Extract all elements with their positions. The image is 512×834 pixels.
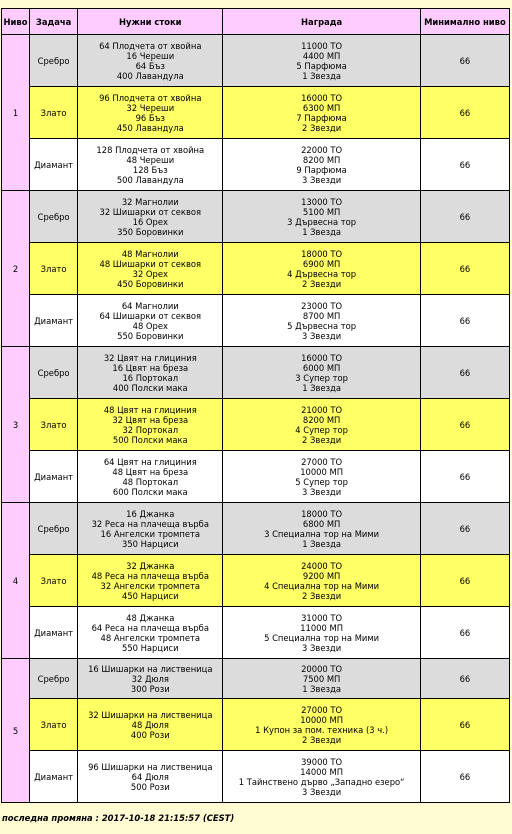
task-cell: Злато (30, 555, 78, 607)
reward-line: 10000 МП (300, 714, 344, 725)
goods-line: 32 Ангелски тромпета (100, 580, 201, 591)
reward-line: 3 Звезди (302, 486, 342, 497)
goods-line: 32 Джанка (126, 560, 175, 571)
reward-line: 4 Специална тор на Мими (264, 580, 380, 591)
reward-line: 5100 МП (302, 206, 341, 217)
table-row (2, 451, 510, 503)
reward-cell (223, 503, 420, 555)
min-level-cell: 66 (420, 35, 509, 87)
header-goods: Нужни стоки (78, 9, 223, 35)
table-row (2, 699, 510, 751)
goods-line: 48 Череши (126, 154, 175, 165)
goods-line: 16 Ангелски тромпета (100, 528, 201, 539)
reward-line: 27000 ТО (301, 704, 343, 715)
table-row (2, 659, 510, 699)
min-level-cell: 66 (420, 399, 509, 451)
goods-line: 400 Рози (130, 729, 170, 740)
goods-line: 32 Череши (126, 102, 175, 113)
table-row (2, 607, 510, 659)
reward-line: 8200 МП (302, 154, 341, 165)
reward-cell (223, 659, 420, 699)
min-level-cell: 66 (420, 139, 509, 191)
reward-line: 5 Супер тор (295, 476, 348, 487)
goods-line: 550 Нарциси (121, 642, 179, 653)
goods-line: 128 Плодчета от хвойна (96, 144, 205, 155)
goods-line: 48 Орех (132, 320, 168, 331)
min-level-cell: 66 (420, 699, 509, 751)
reward-line: 16000 ТО (301, 92, 343, 103)
reward-line: 18000 ТО (301, 248, 343, 259)
goods-line: 48 Джанка (126, 612, 175, 623)
reward-line: 2 Звезди (302, 434, 342, 445)
goods-cell (78, 295, 223, 347)
header-task: Задача (30, 9, 78, 35)
goods-line: 32 Шишарки от секвоя (99, 206, 202, 217)
goods-line: 48 Цвят на глициния (103, 404, 197, 415)
goods-line: 48 Шишарки от секвоя (99, 258, 202, 269)
reward-line: 6000 МП (302, 362, 341, 373)
reward-line: 20000 ТО (301, 663, 343, 674)
reward-line: 13000 ТО (301, 196, 343, 207)
goods-line: 400 Лавандула (116, 70, 184, 81)
goods-line: 500 Рози (130, 781, 170, 792)
reward-cell (223, 555, 420, 607)
task-cell: Диамант (30, 295, 78, 347)
reward-line: 2 Звезди (302, 122, 342, 133)
goods-line: 64 Шишарки от секвоя (99, 310, 202, 321)
table-row (2, 191, 510, 243)
reward-cell (223, 243, 420, 295)
reward-line: 3 Супер тор (295, 372, 348, 383)
reward-line: 6900 МП (302, 258, 341, 269)
goods-line: 400 Полски мака (112, 382, 188, 393)
task-cell: Злато (30, 87, 78, 139)
goods-line: 16 Шишарки на лиственица (88, 663, 213, 674)
goods-line: 450 Лавандула (116, 122, 184, 133)
table-row (2, 243, 510, 295)
goods-line: 32 Шишарки на лиственица (88, 709, 213, 720)
header-min-level: Минимално ниво (420, 9, 509, 35)
goods-line: 16 Череши (126, 50, 175, 61)
min-level-cell: 66 (420, 347, 509, 399)
reward-cell (223, 451, 420, 503)
reward-cell (223, 191, 420, 243)
goods-line: 96 Плодчета от хвойна (99, 92, 202, 103)
task-cell: Сребро (30, 347, 78, 399)
min-level-cell: 66 (420, 451, 509, 503)
goods-line: 350 Нарциси (121, 538, 179, 549)
reward-line: 7500 МП (302, 673, 341, 684)
task-cell: Диамант (30, 139, 78, 191)
reward-line: 31000 ТО (301, 612, 343, 623)
min-level-cell: 66 (420, 243, 509, 295)
goods-line: 32 Орех (132, 268, 168, 279)
header-reward: Награда (223, 9, 420, 35)
reward-line: 4400 МП (302, 50, 341, 61)
min-level-cell: 66 (420, 191, 509, 243)
reward-line: 18000 ТО (301, 508, 343, 519)
reward-line: 5 Дървесна тор (287, 320, 357, 331)
reward-line: 1 Звезда (302, 382, 342, 393)
reward-line: 11000 МП (300, 622, 344, 633)
goods-line: 32 Магнолии (121, 196, 179, 207)
goods-cell (78, 607, 223, 659)
goods-line: 350 Боровинки (117, 226, 184, 237)
header-row (2, 9, 510, 35)
task-cell: Злато (30, 399, 78, 451)
goods-line: 64 Плодчета от хвойна (99, 40, 202, 51)
goods-line: 48 Ангелски тромпета (100, 632, 201, 643)
min-level-cell: 66 (420, 503, 509, 555)
goods-cell (78, 659, 223, 699)
goods-line: 48 Магнолии (121, 248, 179, 259)
reward-line: 8200 МП (302, 414, 341, 425)
table-row (2, 347, 510, 399)
task-cell: Злато (30, 699, 78, 751)
reward-cell (223, 295, 420, 347)
reward-line: 39000 ТО (301, 756, 343, 767)
reward-line: 10000 МП (300, 466, 344, 477)
goods-line: 16 Портокал (122, 372, 179, 383)
goods-line: 16 Цвят на бреза (112, 362, 189, 373)
goods-cell (78, 751, 223, 803)
reward-line: 9200 МП (302, 570, 341, 581)
table-row (2, 503, 510, 555)
reward-line: 6800 МП (302, 518, 341, 529)
table-row (2, 35, 510, 87)
goods-cell (78, 555, 223, 607)
goods-cell (78, 139, 223, 191)
reward-line: 1 Тайнствено дърво „Западно езеро“ (238, 776, 405, 787)
reward-line: 1 Звезда (302, 683, 342, 694)
goods-line: 16 Орех (132, 216, 168, 227)
goods-line: 64 Реса на плачеща върба (91, 622, 209, 633)
header-level: Ниво (2, 9, 30, 35)
goods-cell (78, 503, 223, 555)
reward-line: 21000 ТО (301, 404, 343, 415)
goods-cell (78, 451, 223, 503)
min-level-cell: 66 (420, 751, 509, 803)
reward-cell (223, 607, 420, 659)
goods-line: 32 Цвят на бреза (112, 414, 189, 425)
goods-line: 450 Нарциси (121, 590, 179, 601)
last-modified: последна промяна : 2017-10-18 21:15:57 (CEST) (2, 813, 235, 823)
goods-cell (78, 699, 223, 751)
reward-line: 9 Парфюма (296, 164, 347, 175)
table-row (2, 751, 510, 803)
task-cell: Сребро (30, 659, 78, 699)
reward-cell (223, 35, 420, 87)
goods-line: 600 Полски мака (112, 486, 188, 497)
goods-line: 64 Дюля (131, 771, 169, 782)
task-cell: Диамант (30, 751, 78, 803)
reward-line: 14000 МП (300, 766, 344, 777)
goods-line: 48 Реса на плачеща върба (91, 570, 209, 581)
table-row (2, 399, 510, 451)
goods-line: 64 Бъз (135, 60, 165, 71)
reward-line: 3 Звезди (302, 642, 342, 653)
reward-line: 2 Звезди (302, 734, 342, 745)
reward-line: 7 Парфюма (296, 112, 347, 123)
reward-line: 3 Звезди (302, 330, 342, 341)
table-row (2, 295, 510, 347)
table-row (2, 87, 510, 139)
reward-line: 23000 ТО (301, 300, 343, 311)
level-cell: 4 (2, 503, 30, 659)
goods-cell (78, 243, 223, 295)
goods-line: 450 Боровинки (117, 278, 184, 289)
table-row (2, 139, 510, 191)
goods-line: 500 Лавандула (116, 174, 184, 185)
reward-line: 3 Специална тор на Мими (264, 528, 380, 539)
reward-line: 22000 ТО (301, 144, 343, 155)
min-level-cell: 66 (420, 659, 509, 699)
task-cell: Диамант (30, 451, 78, 503)
task-cell: Злато (30, 243, 78, 295)
goods-line: 48 Дюля (131, 719, 169, 730)
goods-line: 96 Бъз (135, 112, 165, 123)
min-level-cell: 66 (420, 607, 509, 659)
reward-line: 2 Звезди (302, 590, 342, 601)
task-cell: Сребро (30, 191, 78, 243)
level-cell: 5 (2, 659, 30, 803)
goods-line: 500 Полски мака (112, 434, 188, 445)
reward-line: 24000 ТО (301, 560, 343, 571)
reward-line: 6300 МП (302, 102, 341, 113)
level-cell: 2 (2, 191, 30, 347)
reward-cell (223, 139, 420, 191)
goods-line: 64 Магнолии (121, 300, 179, 311)
goods-line: 32 Дюля (131, 673, 169, 684)
goods-line: 32 Реса на плачеща върба (91, 518, 209, 529)
reward-line: 1 Звезда (302, 226, 342, 237)
goods-cell (78, 347, 223, 399)
goods-line: 32 Цвят на глициния (103, 352, 197, 363)
reward-cell (223, 87, 420, 139)
reward-line: 1 Купон за пом. техника (3 ч.) (255, 724, 389, 735)
reward-line: 2 Звезди (302, 278, 342, 289)
goods-line: 300 Рози (130, 683, 170, 694)
task-cell: Сребро (30, 35, 78, 87)
task-cell: Диамант (30, 607, 78, 659)
goods-cell (78, 35, 223, 87)
goods-cell (78, 87, 223, 139)
reward-line: 11000 ТО (301, 40, 343, 51)
quest-table (1, 8, 510, 803)
reward-line: 5 Специална тор на Мими (264, 632, 380, 643)
goods-line: 48 Портокал (122, 476, 179, 487)
reward-line: 1 Звезда (302, 70, 342, 81)
reward-line: 4 Супер тор (295, 424, 348, 435)
min-level-cell: 66 (420, 87, 509, 139)
goods-line: 48 Цвят на бреза (112, 466, 189, 477)
table-row (2, 555, 510, 607)
reward-line: 8700 МП (302, 310, 341, 321)
goods-line: 550 Боровинки (117, 330, 184, 341)
reward-cell (223, 699, 420, 751)
min-level-cell: 66 (420, 555, 509, 607)
min-level-cell: 66 (420, 295, 509, 347)
reward-line: 5 Парфюма (296, 60, 347, 71)
reward-line: 16000 ТО (301, 352, 343, 363)
reward-line: 27000 ТО (301, 456, 343, 467)
reward-line: 3 Звезди (302, 174, 342, 185)
reward-line: 3 Звезди (302, 786, 342, 797)
table-body (2, 35, 510, 803)
goods-cell (78, 191, 223, 243)
level-cell: 3 (2, 347, 30, 503)
goods-line: 96 Шишарки на лиственица (88, 761, 213, 772)
reward-line: 1 Звезда (302, 538, 342, 549)
reward-line: 4 Дървесна тор (287, 268, 357, 279)
reward-cell (223, 399, 420, 451)
reward-line: 3 Дървесна тор (287, 216, 357, 227)
goods-line: 128 Бъз (132, 164, 168, 175)
task-cell: Сребро (30, 503, 78, 555)
goods-line: 64 Цвят на глициния (103, 456, 197, 467)
goods-line: 16 Джанка (126, 508, 175, 519)
goods-line: 32 Портокал (122, 424, 179, 435)
reward-cell (223, 751, 420, 803)
reward-cell (223, 347, 420, 399)
goods-cell (78, 399, 223, 451)
level-cell: 1 (2, 35, 30, 191)
